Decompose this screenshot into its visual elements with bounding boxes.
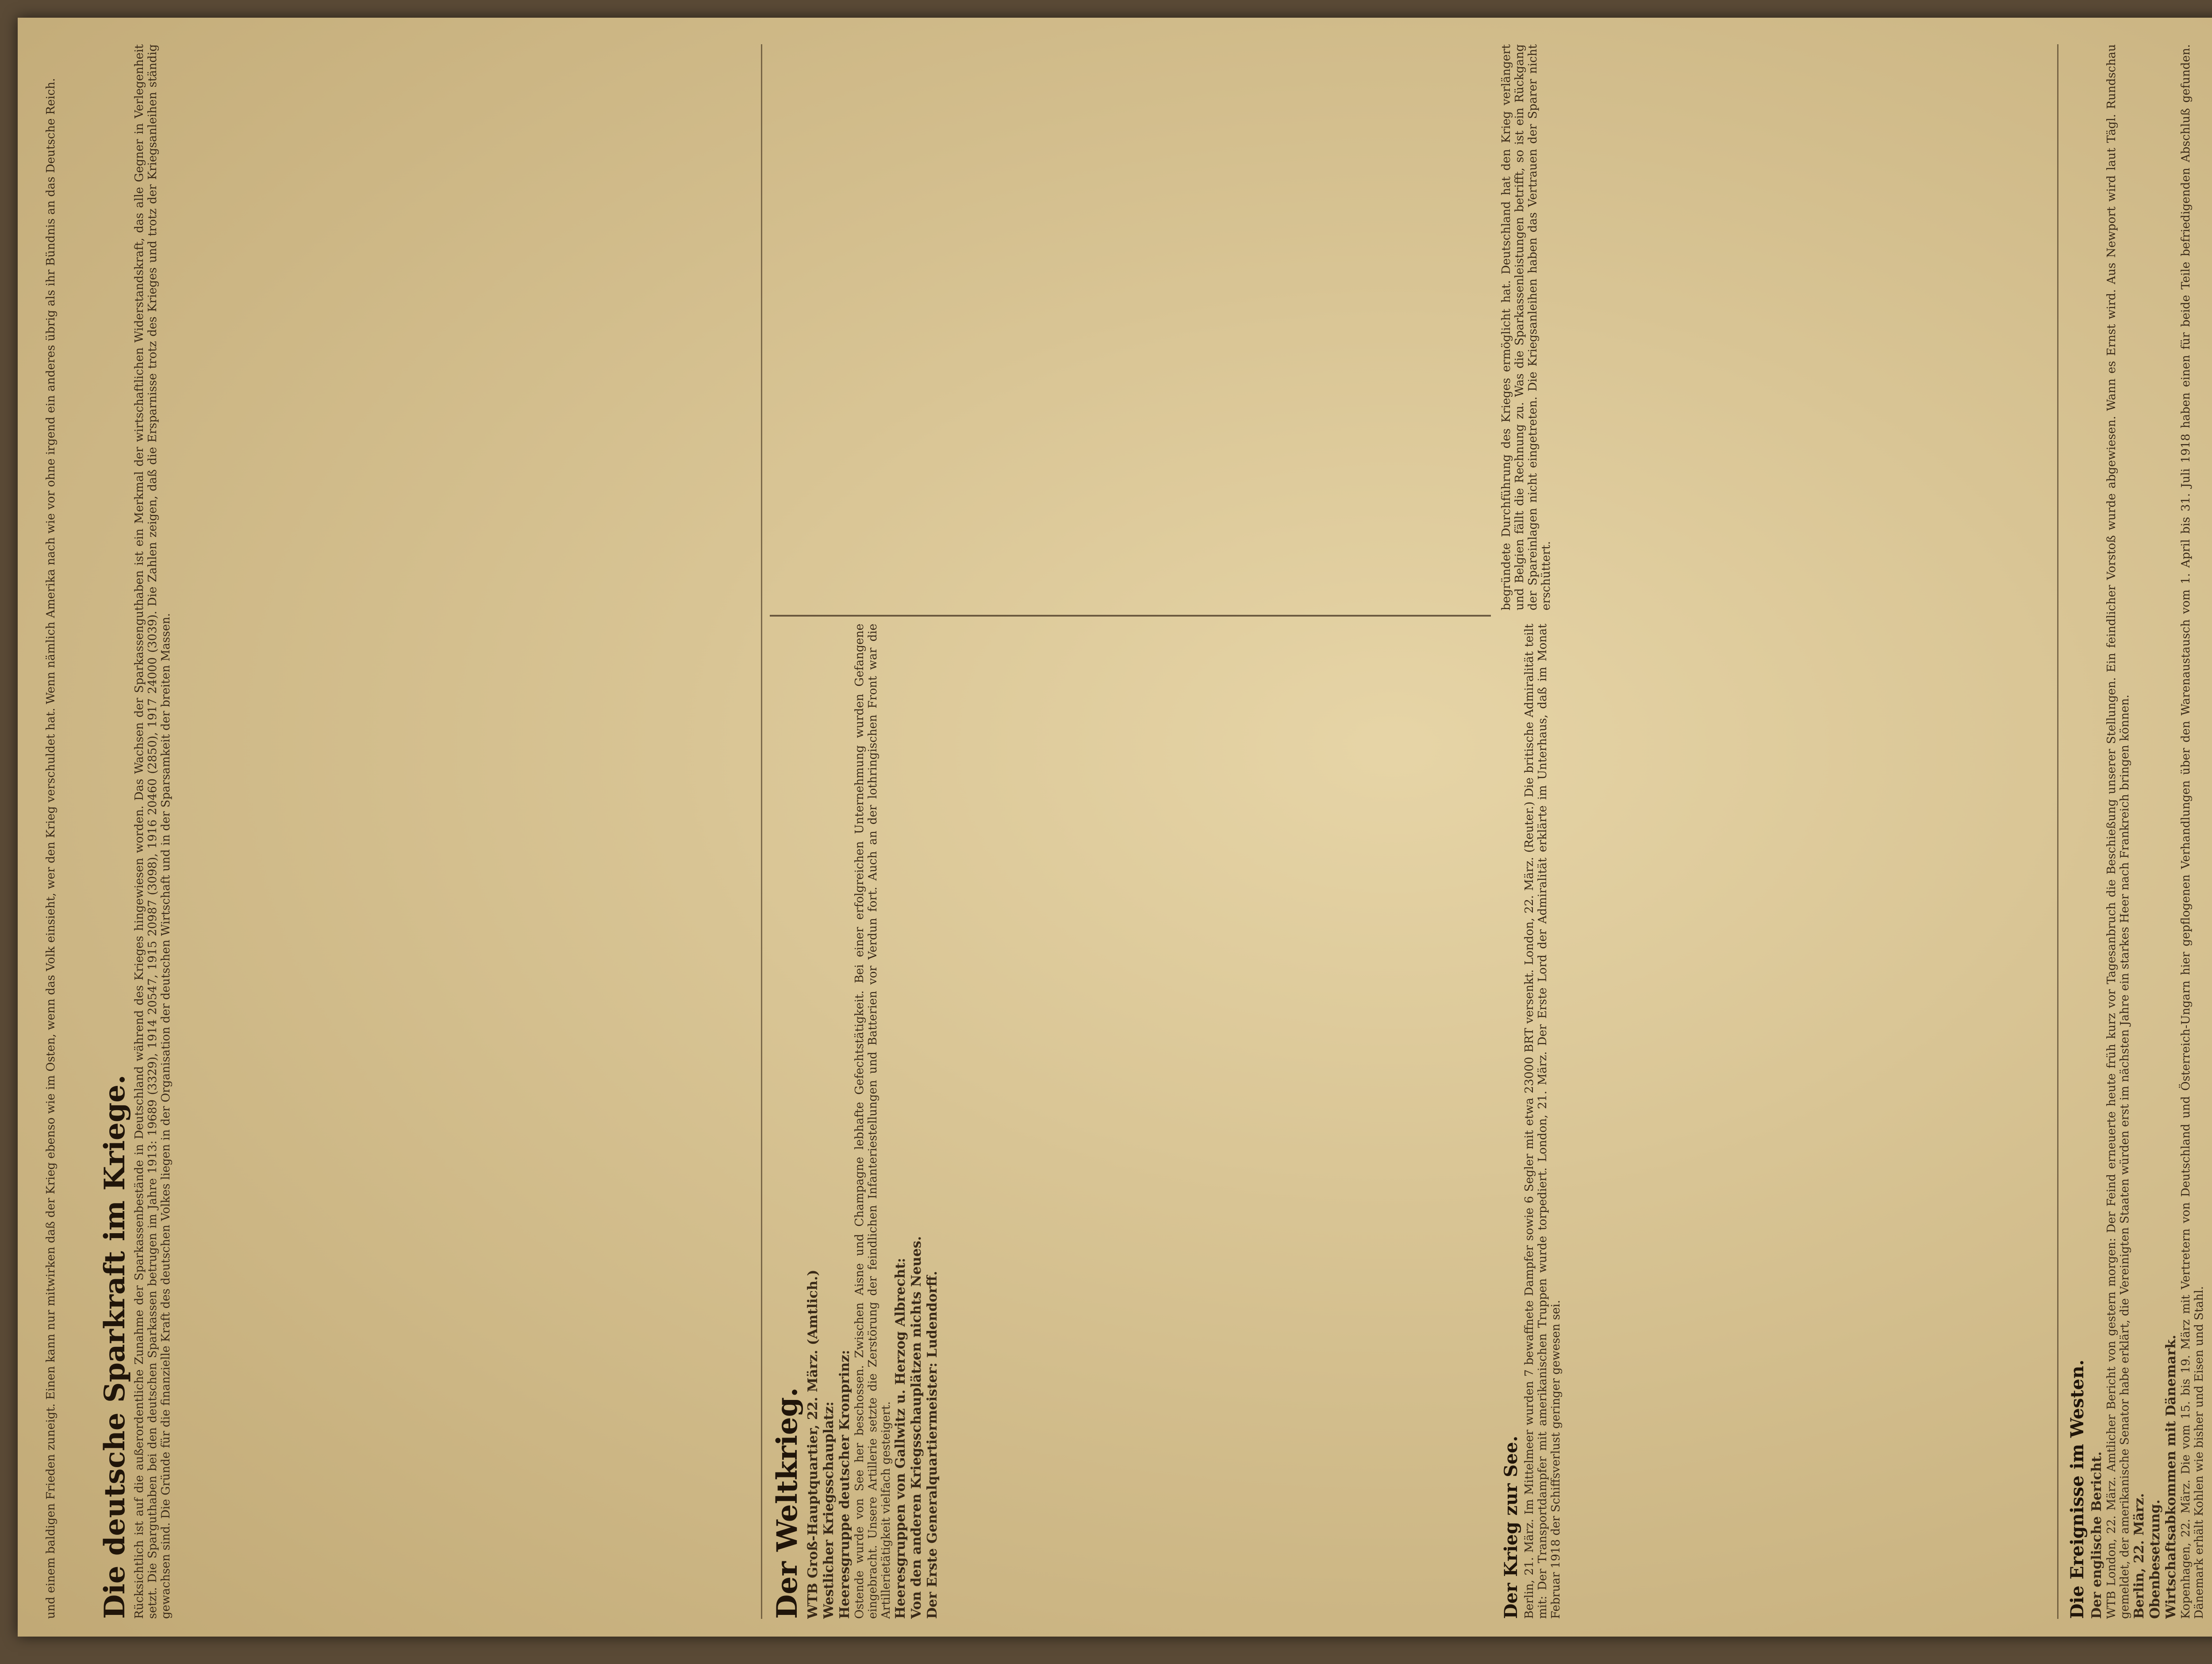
article-title: Die deutsche Sparkraft im Kriege. — [98, 1074, 131, 1619]
column-divider — [761, 44, 762, 1619]
article-subtitle: Der englische Bericht. — [2089, 1451, 2104, 1619]
article-body: Ostende wurde von See her beschossen. Zwischen Aisne und Champagne lebhafte Gefechtstätigkeit. Bei einer erfolgreichen Unternehmung wurden Gefangene eingebracht. Unsere Artillerie setzte die Zerstörung der feindlichen Infanteriestellungen und Batterien vor Verdun fort. Auch an der lothringischen Front war die Artillerietätigkeit vielfach gesteigert. — [853, 624, 893, 1619]
article-sparkraft — [97, 44, 748, 1619]
section-heading: Westlicher Kriegsschauplatz: — [821, 1401, 837, 1619]
article-weltkrieg — [770, 624, 1491, 1619]
article-body: Kopenhagen, 22. März. Die vom 15. bis 19. März mit Vertretern von Deutschland und Österreich-Ungarn hier gepflogenen Verhandlungen über den Warenaustausch vom 1. April bis 31. Juli 1918 haben einen für beide Teile befriedigenden Abschluß gefunden. Dänemark erhält Kohlen wie bisher und Eisen und Stahl. — [2179, 44, 2206, 1619]
section-heading: Heeresgruppe deutscher Kronprinz: — [837, 1350, 853, 1619]
article-dateline: WTB Groß-Hauptquartier, 22. März. (Amtlich.) — [805, 1269, 821, 1619]
article-body: begründete Durchführung des Krieges ermöglicht hat. Deutschland hat den Krieg verlängert und Belgien fällt die Rechnung zu. Was die Sparkassenleistungen betrifft, so ist ein Rückgang der Spareinlagen nicht eingetreten. Die Kriegsanleihen haben das Vertrauen der Sparer nicht erschüttert. — [1500, 44, 1553, 610]
article-krieg-zur-see — [1500, 624, 2048, 1619]
article-westen — [2066, 44, 2212, 1619]
article-body: WTB London, 22. März. Amtlicher Bericht von gestern morgen: Der Feind erneuerte heute früh kurz vor Tagesanbruch die Beschießung unserer Stellungen. Ein feindlicher Vorstoß wurde abgewiesen. Wann es Ernst wird. Aus Newport wird laut Tägl. Rundschau gemeldet, der amerikanische Senator habe erklärt, die Vereinigten Staaten würden erst im nächsten Jahre ein starkes Heer nach Frankreich bringen können. — [2105, 44, 2131, 1619]
section-heading: Wirtschaftsabkommen mit Dänemark. — [2163, 1334, 2179, 1619]
newspaper-page — [18, 18, 2212, 1637]
column-fragment-left — [44, 44, 93, 1619]
article-title: Der Krieg zur See. — [1501, 1435, 1521, 1619]
article-title: Die Ereignisse im Westen. — [2067, 1359, 2088, 1619]
horizontal-rule — [770, 615, 1491, 617]
column-divider — [2057, 44, 2058, 1619]
article-title: Der Weltkrieg. — [771, 1387, 804, 1619]
signature: Der Erste Generalquartiermeister: Ludendorff. — [925, 1271, 940, 1619]
article-body: Rücksichtlich ist auf die außerordentliche Zunahme der Sparkassenbestände in Deutschland während des Krieges hingewiesen worden. Das Wachsen der Sparkassenguthaben ist ein Merkmal der wirtschaftlichen Widerstandskraft, das alle Gegner in Verlegenheit setzt. Die Sparguthaben bei den deutschen Sparkassen betrugen im Jahre 1913: 19689 (3329), 1914 20547, 1915 20987 (3098), 1916 20460 (2850), 1917 24000 (3039). Die Zahlen zeigen, daß die Ersparnisse trotz des Krieges und trotz der Kriegsanleihen ständig gewachsen sind. Die Gründe für die finanzielle Kraft des deutschen Volkes liegen in der Organisation der deutschen Wirtschaft und in der Sparsamkeit der breiten Massen. — [133, 44, 173, 1619]
section-heading: Obenbesetzung. — [2147, 1499, 2163, 1619]
article-right-top — [1500, 44, 2048, 610]
section-heading: Berlin, 22. März. — [2131, 1493, 2147, 1619]
section-heading: Von den anderen Kriegsschauplätzen nichts Neues. — [909, 1236, 924, 1619]
article-body: Berlin, 21. März. Im Mittelmeer wurden 7 bewaffnete Dampfer sowie 6 Segler mit etwa 23000 BRT versenkt. London, 22. März. (Reuter.) Die britische Admiralität teilt mit: Der Transportdampfer mit amerikanischen Truppen wurde torpediert. London, 21. März. Der Erste Lord der Admiralität erklärte im Unterhaus, daß im Monat Februar 1918 der Schiffsverlust geringer gewesen sei. — [1523, 624, 1563, 1619]
section-heading: Heeresgruppen von Gallwitz u. Herzog Albrecht: — [893, 1258, 908, 1619]
fragment-text: und einem baldigen Frieden zuneigt. Einen kann nur mitwirken daß der Krieg ebenso wie im Osten, wenn das Volk einsieht, wer den Krieg verschuldet hat. Wenn nämlich Amerika nach wie vor ohne irgend ein anderes übrig als ihr Bündnis an das Deutsche Reich. — [44, 78, 58, 1619]
